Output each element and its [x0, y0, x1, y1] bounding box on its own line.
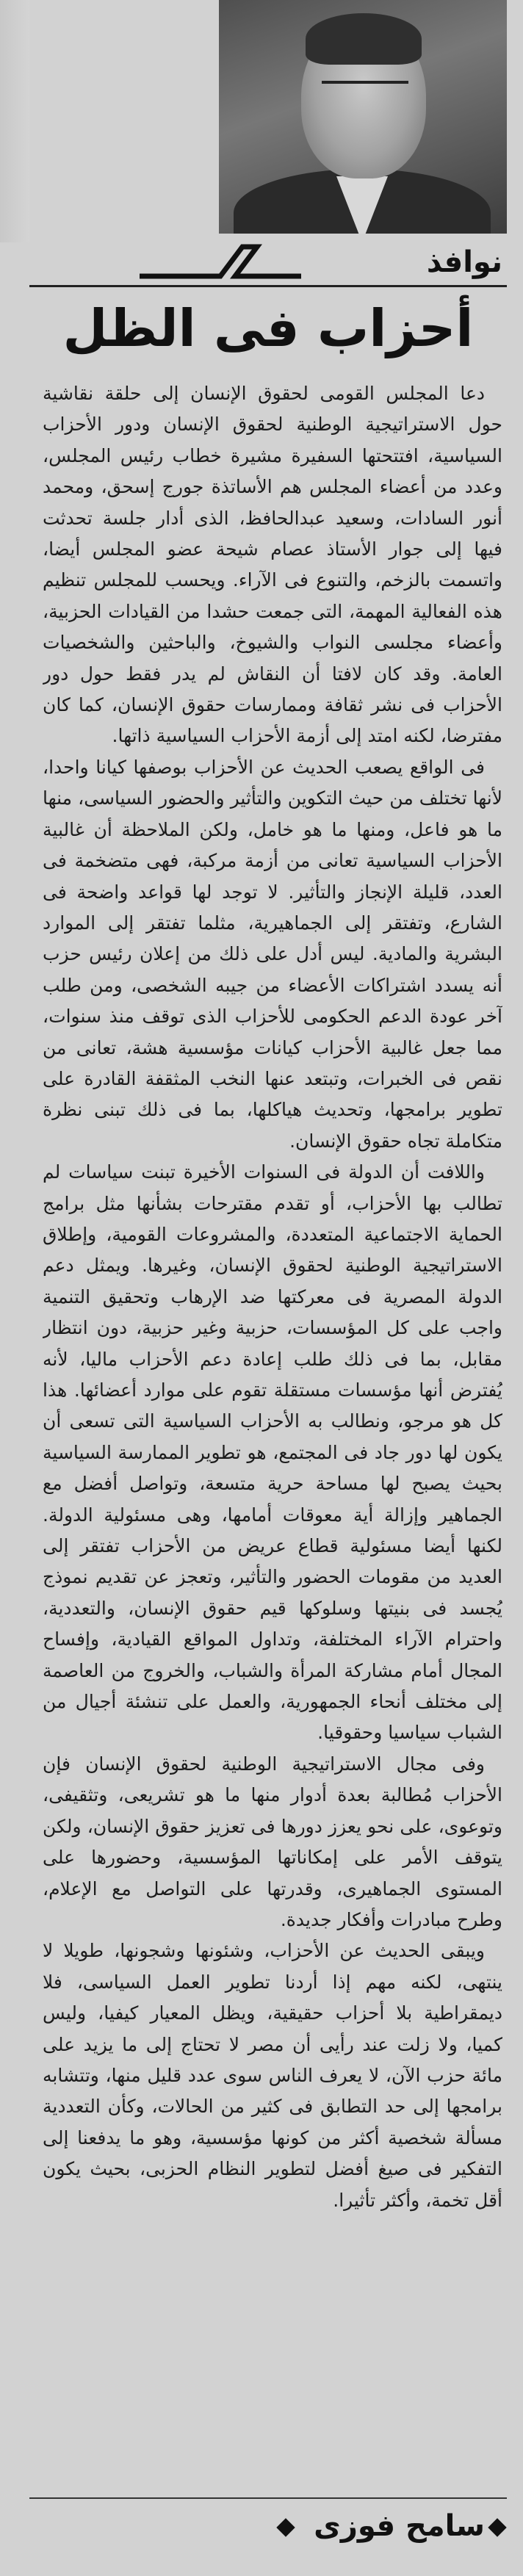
diamond-icon — [488, 2518, 506, 2536]
byline — [29, 2497, 507, 2558]
page-edge — [0, 0, 29, 242]
paragraph: دعا المجلس القومى لحقوق الإنسان إلى حلقة نقاشية حول الاستراتيجية الوطنية لحقوق الإنسان ودور الأحزاب السياسية، افتتحتها السفيرة مشيرة خطاب رئيس المجلس، وعدد من أعضاء المجلس هم الأساتذة جورج إسحق، ومحمد أنور السادات، وسعيد عبدالحافظ، الذى أدار جلسة تحدثت فيها إلى جوار الأستاذ عصام شيحة عضو المجلس أيضا، واتسمت بالزخم، والتنوع فى الآراء. ويحسب للمجلس تنظيم هذه الفعالية المهمة، التى جمعت حشدا من القيادات الحزبية، وأعضاء مجلسى النواب والشيوخ، والباحثين والشخصيات العامة. وقد كان لافتا أن النقاش لم يدر فقط حول دور الأحزاب فى نشر ثقافة وممارسات حقوق الإنسان، كما كان مفترضا، لكنه امتد إلى أزمة الأحزاب السياسية ذاتها. — [43, 383, 502, 747]
section-name: نوافذ — [426, 245, 502, 279]
photo-hair — [306, 13, 422, 65]
article-body — [43, 378, 502, 2472]
photo-glasses — [322, 81, 408, 104]
paragraph: ويبقى الحديث عن الأحزاب، وشئونها وشجونها، طويلا لا ينتهى، لكنه مهم إذا أردنا تطوير العمل السياسى، فلا ديمقراطية بلا أحزاب حقيقية، ويظل المعيار كيفيا، وليس كميا، ولا زلت عند رأيى أن مصر لا تحتاج إلى ما يزيد على مائة حزب الآن، لا يعرف الناس سوى عدد قليل منها، وتتشابه برامجها إلى حد التطابق فى كثير من الحالات، وكأن التعددية مسألة شخصية أكثر من كونها مؤسسية، وهو ما يدفعنا إلى التفكير فى صيغ أفضل لتطوير النظام الحزبى، بحيث يكون أقل تخمة، وأكثر تأثيرا. — [43, 1940, 502, 2211]
column-header — [29, 234, 507, 287]
swoosh-logo-icon — [132, 239, 309, 284]
diamond-icon — [276, 2518, 295, 2536]
author-name: سامح فوزى — [314, 2509, 485, 2543]
paragraph: فى الواقع يصعب الحديث عن الأحزاب بوصفها كيانا واحدا، لأنها تختلف من حيث التكوين والتأثير والحضور السياسى، منها ما هو فاعل، ومنها ما هو خامل، ولكن الملاحظة أن غالبية الأحزاب السياسية تعانى من أزمة مركبة، فهى متضخمة فى العدد، قليلة الإنجاز والتأثير. لا توجد لها قواعد واضحة فى الشارع، وتفتقر إلى الجماهيرية، مثلما تفتقر إلى الموارد البشرية والمادية. ليس أدل على ذلك من إعلان رئيس حزب أنه يسدد اشتراكات الأعضاء من جيبه الشخصى، ومن طلب آخر عودة الدعم الحكومى للأحزاب الذى توقف منذ سنوات، مما جعل غالبية الأحزاب كيانات مؤسسية هشة، تعانى من نقص فى الخبرات، وتبتعد عنها النخب المثقفة القادرة على تطوير برامجها، وتحديث هياكلها، بما فى ذلك تبنى نظرة متكاملة تجاه حقوق الإنسان. — [43, 756, 502, 1152]
article-title: أحزاب فى الظل — [62, 298, 474, 358]
author-photo — [219, 0, 507, 234]
paragraph: واللافت أن الدولة فى السنوات الأخيرة تبنت سياسات لم تطالب بها الأحزاب، أو تقدم مقترحات بشأنها مثل برامج الحماية الاجتماعية المتعددة، والمشروعات القومية، وإطلاق الاستراتيجية الوطنية لحقوق الإنسان، وغيرها. ويمثل دعم الدولة المصرية فى معركتها ضد الإرهاب وتحقيق التنمية واجب على كل المؤسسات، حزبية وغير حزبية، دون انتظار مقابل، بما فى ذلك طلب إعادة دعم الأحزاب ماليا، لأنه يُفترض أنها مؤسسات مستقلة تقوم على موارد أعضائها. هذا كل هو مرجو، ونطالب به الأحزاب السياسية التى تسعى أن يكون لها دور جاد فى المجتمع، هو تطوير الممارسة السياسية بحيث يصبح لها مساحة حرية متسعة، وتواصل أفضل مع الجماهير وإزالة أية معوقات أمامها، وهى مسئولية الدولة. لكنها أيضا مسئولية قطاع عريض من الأحزاب تفتقر إلى العديد من مقومات الحضور والتأثير، وتعجز عن تقديم نموذج يُجسد فى بنيتها وسلوكها قيم حقوق الإنسان، والتعددية، واحترام الآراء المختلفة، وتداول المواقع القيادية، وإفساح المجال أمام مشاركة المرأة والشباب، والخروج من العاصمة إلى مختلف أنحاء الجمهورية، والعمل على تنشئة أجيال من الشباب سياسيا وحقوقيا. — [43, 1161, 502, 1744]
paragraph: وفى مجال الاستراتيجية الوطنية لحقوق الإنسان فإن الأحزاب مُطالبة بعدة أدوار منها ما هو تشريعى، وتثقيفى، وتوعوى، على نحو يعزز دورها فى تعزيز حقوق الإنسان، ولكن يتوقف الأمر على إمكاناتها المؤسسية، وحضورها على المستوى الجماهيرى، وقدرتها على التواصل مع الإعلام، وطرح مبادرات وأفكار جديدة. — [43, 1753, 502, 1930]
